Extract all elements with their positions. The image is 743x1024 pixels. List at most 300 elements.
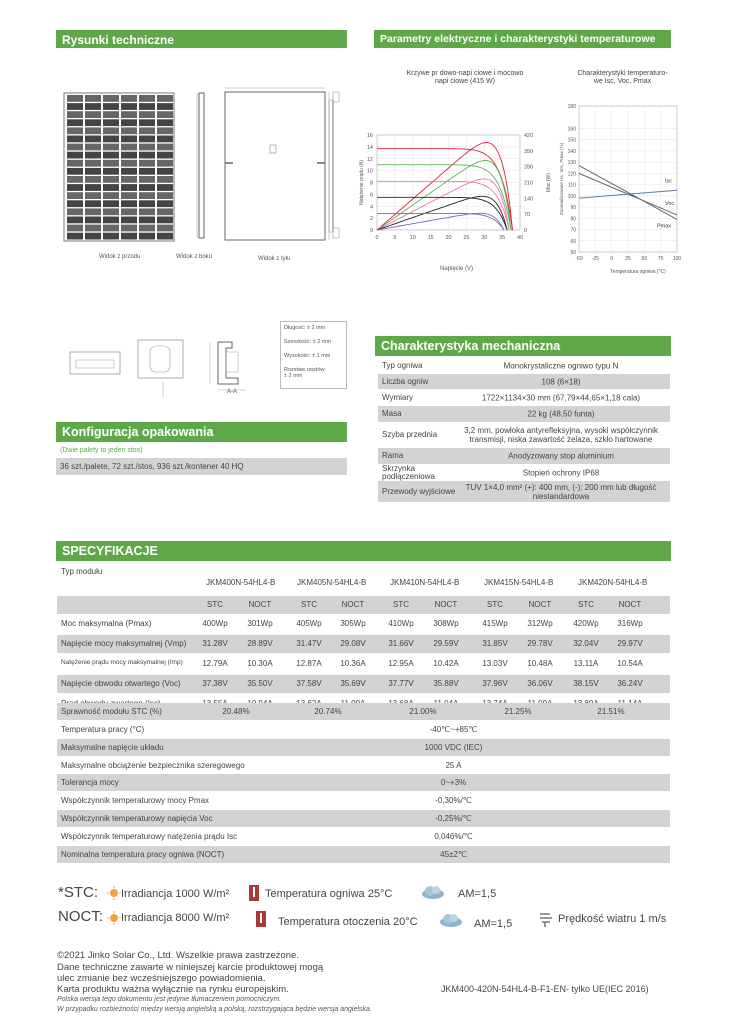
solar-cell [85,119,101,126]
iv-y2-tick-label: 0 [524,228,528,234]
solar-cell [85,103,101,110]
solar-cell [139,160,155,167]
spec-subheader: STC [578,600,594,609]
mechanical-value: Stopień ochrony IP68 [522,468,600,478]
spec-subheader: NOCT [618,600,642,609]
solar-cell [157,184,173,191]
spec-row [57,675,670,693]
spec-value: 37.96V [482,679,508,688]
solar-cell [85,136,101,143]
spec-row-label: Moc maksymalna (Pmax) [61,619,152,628]
spec-common-row [57,774,670,791]
mechanical-value: 108 (6×18) [541,377,581,386]
spec-value: 37.77V [388,679,414,688]
solar-cell [103,168,119,175]
solar-cell [103,144,119,151]
solar-cell [67,152,83,159]
tolerance-row-pitch: Rozstaw rzędów: ± 2 mm [284,367,326,379]
solar-cell [103,225,119,232]
spec-subheader: STC [207,600,223,609]
solar-cell [85,225,101,232]
solar-cell [103,152,119,159]
solar-cell [139,208,155,215]
legend-noct-irradiance: Irradiancja 8000 W/m² [121,912,230,924]
footer-line2: Dane techniczne zawarte w niniejszej karcie produktowej mogą [57,962,324,973]
spec-efficiency-value: 20.48% [222,707,250,716]
spec-common-label: Maksymalne napięcie układu [61,742,164,752]
legend-stc-label: *STC: [58,884,99,901]
temp-y-tick-label: 120 [567,171,576,178]
spec-value: 13.11A [573,659,599,668]
mechanical-row [378,448,670,464]
temp-x-tick-label: 0 [610,256,614,262]
mechanical-value: Anodyzowany stop aluminium [508,451,614,461]
solar-cell [121,103,137,110]
spec-common-row [57,828,670,845]
iv-y-tick-label: 14 [366,144,373,151]
spec-value: 35.88V [433,679,459,688]
spec-value: 400Wp [202,619,228,628]
spec-common-label: Maksymalne obciążenie bezpiecznika szeregowego [61,760,245,770]
solar-cell [121,168,137,175]
spec-common-row [57,810,670,827]
mechanical-value: TUV 1×4,0 mm² (+): 400 mm, (-): 200 mm lub długość niestandardowa [465,482,657,501]
temp-chart [555,100,685,275]
mechanical-value: 22 kg (48,50 funta) [527,409,595,419]
spec-subheader: NOCT [341,600,365,609]
iv-chart-title [395,70,535,86]
iv-x-tick-label: 20 [445,235,452,241]
iv-curve [377,213,504,230]
thermometer-icon-noct [255,910,267,933]
spec-common-value: 25 A [445,760,462,770]
mechanical-row [378,358,670,373]
solar-cell [103,208,119,215]
iv-y2-tick-label: 70 [524,212,531,219]
solar-cell [67,184,83,191]
solar-cell [67,233,83,240]
spec-value: 10.30A [247,659,273,668]
solar-cell [103,233,119,240]
spec-common-value: -40℃~+85℃ [429,725,478,734]
solar-cell [103,192,119,199]
spec-value: 12.79A [202,659,228,668]
iv-x-tick-label: 10 [409,235,416,241]
solar-cell [85,217,101,224]
spec-value: 31.85V [482,639,508,648]
solar-cell [157,168,173,175]
solar-cell [67,119,83,126]
spec-common-value: -0,25%/℃ [435,814,472,823]
solar-cell [157,192,173,199]
spec-common-row [57,792,670,809]
solar-cell [157,144,173,151]
footer-code: JKM400-420N-54HL4-B-F1-EN- tylko UE(IEC 2016) [441,984,649,994]
footer-line4: Karta produktu ważna wyłącznie na rynku europejskim. [57,984,289,995]
legend-noct-am: AM=1,5 [474,918,513,930]
solar-cell [157,111,173,118]
iv-x-tick-label: 15 [427,235,434,241]
temp-x-tick-label: 100 [672,256,682,262]
solar-cell [139,200,155,207]
spec-efficiency-value: 20.74% [314,707,342,716]
solar-cell [157,176,173,183]
spec-subheader: NOCT [434,600,458,609]
footer-note2: W przypadku rozbieżności między wersją angielską a polską, rozstrzygająca będzie wersja angielska. [57,1006,372,1013]
back-view-label: Widok z tyłu [258,256,291,262]
spec-common-label: Nominalna temperatura pracy ogniwa (NOCT) [61,849,225,859]
solar-cell [121,225,137,232]
solar-cell [67,111,83,118]
iv-x-tick-label: 35 [499,235,506,241]
temp-y-tick-label: 180 [567,104,576,110]
iv-y-tick-label: 0 [369,228,373,234]
solar-cell [157,160,173,167]
spec-value: 37.38V [202,679,228,688]
iv-x-tick-label: 5 [393,235,397,241]
solar-cell [157,103,173,110]
solar-cell [103,200,119,207]
spec-row-label: Natężenie prądu mocy maksymalnej (Imp) [61,659,183,666]
spec-subheader: NOCT [248,600,272,609]
temp-series-label: Pmax [657,223,672,230]
spec-common-label: Współczynnik temperaturowy napięcia Voc [61,814,213,823]
packaging-note: (Dwie palety to jeden stos) [60,447,143,454]
solar-cell [139,111,155,118]
solar-cell [139,233,155,240]
tolerance-length: Długość: ± 2 mm [284,325,326,331]
cloud-icon-noct [438,912,464,933]
spec-value: 405Wp [296,619,322,628]
solar-cell [121,119,137,126]
spec-value: 12.87A [296,659,322,668]
spec-common-value: -0,30%/℃ [435,796,472,806]
solar-cell [121,184,137,191]
spec-value: 305Wp [340,619,366,628]
solar-cell [85,160,101,167]
solar-cell [67,103,83,110]
footer-copyright: ©2021 Jinko Solar Co., Ltd. Wszelkie prawa zastrzeżone. [57,950,299,961]
spec-efficiency-row [57,703,670,720]
solar-cell [103,127,119,134]
spec-common-label: Tolerancja mocy [61,778,119,788]
spec-value: 12.95A [388,659,414,668]
solar-cell [121,95,137,102]
temp-x-tick-label: 50 [641,256,648,262]
iv-y-tick-label: 2 [369,216,373,223]
solar-cell [139,95,155,102]
spec-row-label: Napięcie mocy maksymalnej (Vmp) [61,639,187,648]
spec-value: 312Wp [527,619,553,628]
mechanical-row [378,423,670,447]
iv-y2label: Moc (W) [546,173,552,192]
spec-value: 29.08V [340,639,366,648]
solar-cell [139,184,155,191]
solar-cell [67,136,83,143]
spec-subheader: STC [487,600,503,609]
solar-cell [103,119,119,126]
temp-y-tick-label: 90 [570,205,576,212]
solar-cell [157,136,173,143]
temp-y-tick-label: 60 [570,238,576,245]
legend-stc-irradiance: Irradiancja 1000 W/m² [121,888,230,900]
iv-y-tick-label: 12 [366,156,373,163]
spec-model-name: JKM420N-54HL4-B [578,578,648,587]
spec-value: 36.24V [617,679,643,688]
iv-y-tick-label: 6 [369,192,373,199]
solar-cell [85,144,101,151]
spec-row-label: Napięcie obwodu otwartego (Voc) [61,679,181,688]
power-curve [377,179,509,230]
solar-cell [157,200,173,207]
solar-cell [139,176,155,183]
spec-model-name: JKM405N-54HL4-B [297,578,367,587]
iv-chart [355,125,555,270]
spec-subheader: NOCT [528,600,552,609]
iv-y-tick-label: 4 [369,204,373,211]
spec-value: 29.59V [433,639,459,648]
temp-chart-title [570,70,675,86]
iv-chart-xlabel: Napięcie (V) [440,266,474,272]
temp-x-tick-label: -25 [591,256,599,262]
mechanical-row [378,481,670,502]
solar-cell [139,152,155,159]
mechanical-row [378,374,670,389]
front-view-drawing [60,85,180,250]
spec-model-name: JKM415N-54HL4-B [484,578,554,587]
section-detail-drawing [68,332,268,402]
section-electrical-header: Parametry elektryczne i charakterystyki temperaturowe [374,30,671,48]
mechanical-value: 3,2 mm, powłoka antyrefleksyjna, wysoki współczynnik transmisji, niska zawartość żelaza, szkło hartowane [464,426,658,444]
sun-icon-noct [107,911,121,930]
solar-cell [157,217,173,224]
section-drawings-header: Rysunki techniczne [56,30,347,48]
tolerance-width: Szerokość: ± 2 mm [284,339,332,345]
spec-row [57,635,670,653]
spec-efficiency-value: 21.00% [409,707,437,716]
mechanical-row [378,465,670,481]
solar-cell [157,95,173,102]
solar-cell [67,217,83,224]
spec-efficiency-value: 21.51% [597,707,625,716]
solar-cell [121,200,137,207]
spec-row [57,615,670,633]
spec-value: 31.66V [388,639,414,648]
solar-cell [139,168,155,175]
solar-cell [67,208,83,215]
spec-value: 415Wp [482,619,508,628]
temp-y-tick-label: 80 [570,216,576,223]
legend-noct-wind: Prędkość wiatru 1 m/s [558,913,667,925]
spec-common-row [57,721,670,738]
legend-noct-label: NOCT: [58,908,103,925]
spec-value: 31.28V [202,639,228,648]
solar-cell [85,111,101,118]
solar-cell [139,192,155,199]
iv-x-tick-label: 0 [375,235,379,241]
solar-cell [67,160,83,167]
spec-common-label: Współczynnik temperaturowy mocy Pmax [61,796,210,806]
legend-noct-temperature: Temperatura otoczenia 20°C [278,916,418,928]
back-view-drawing [215,80,345,250]
solar-cell [85,152,101,159]
solar-cell [85,184,101,191]
solar-cell [103,95,119,102]
legend-stc-temperature: Temperatura ogniwa 25°C [265,888,393,900]
iv-chart-title-line1: Krzywe pr dowo-napi ciowe i mocowo [406,70,524,77]
spec-value: 420Wp [573,619,599,628]
solar-cell [157,152,173,159]
mechanical-row [378,406,670,422]
spec-value: 410Wp [388,619,414,628]
temp-chart-title-line1: Charakterystyki temperaturo- [577,70,668,77]
side-view-drawing [195,85,209,245]
mechanical-label: Wymiary [382,393,414,402]
mechanical-value: 1722×1134×30 mm (67,79×44,65×1,18 cala) [481,393,641,403]
spec-value: 29.97V [617,639,643,648]
spec-type-label: Typ modułu [61,567,103,576]
solar-cell [139,225,155,232]
spec-value: 308Wp [433,619,459,628]
solar-cell [121,127,137,134]
solar-cell [139,119,155,126]
solar-cell [157,119,173,126]
mechanical-label: Masa [382,409,402,418]
spec-value: 35.50V [247,679,273,688]
solar-cell [85,233,101,240]
solar-cell [121,208,137,215]
solar-cell [85,208,101,215]
solar-cell [121,192,137,199]
temp-series-label: Voc [665,200,675,207]
solar-cell [85,176,101,183]
spec-value: 35.69V [340,679,366,688]
temp-y-tick-label: 110 [568,182,576,189]
solar-cell [103,184,119,191]
spec-value: 10.36A [340,659,366,668]
spec-value: 13.03V [482,659,508,668]
spec-common-value: 0,046%/℃ [434,831,473,841]
spec-value: 301Wp [247,619,273,628]
solar-cell [121,160,137,167]
iv-y2-tick-label: 350 [524,148,534,155]
solar-cell [121,136,137,143]
iv-y2-tick-label: 210 [524,180,534,187]
spec-common-label: Współczynnik temperaturowy natężenia prądu Isc [61,831,238,841]
spec-value: 32.04V [573,639,599,648]
solar-cell [67,144,83,151]
spec-value: 10.42A [433,659,459,668]
solar-cell [121,144,137,151]
iv-y-tick-label: 10 [366,168,373,175]
solar-cell [85,192,101,199]
iv-chart-title-line2: napi ciowe (415 W) [435,78,495,85]
iv-y-tick-label: 8 [369,180,373,187]
solar-cell [157,225,173,232]
solar-cell [121,111,137,118]
solar-cell [157,208,173,215]
solar-cell [67,127,83,134]
spec-common-row [57,739,670,756]
cloud-icon [420,884,446,905]
solar-cell [139,136,155,143]
solar-cell [85,95,101,102]
solar-cell [121,176,137,183]
spec-row [57,655,670,673]
spec-value: 29.78V [527,639,553,648]
solar-cell [67,200,83,207]
solar-cell [103,111,119,118]
spec-subheader: STC [393,600,409,609]
mechanical-label: Przewody wyjściowe [382,486,456,496]
solar-cell [139,103,155,110]
solar-cell [67,192,83,199]
section-mechanical-header: Charakterystyka mechaniczna [375,336,671,356]
mechanical-label: Skrzynka podłączeniowa [382,464,435,481]
temp-xlabel: Temperatura ogniwa (°C) [610,269,666,275]
spec-common-label: Temperatura pracy (°C) [61,725,145,734]
mechanical-label: Typ ogniwa [382,360,423,370]
temp-x-tick-label: 75 [657,256,664,262]
spec-efficiency-label: Sprawność modułu STC (%) [61,707,162,716]
solar-cell [121,217,137,224]
solar-cell [85,127,101,134]
spec-value: 28.89V [247,639,273,648]
iv-x-tick-label: 30 [481,235,488,241]
solar-cell [67,225,83,232]
iv-y-tick-label: 16 [366,133,373,139]
section-packaging-header: Konfiguracja opakowania [56,422,347,442]
spec-common-row [57,757,670,774]
spec-common-value: 45±2℃ [440,849,467,859]
solar-cell [103,160,119,167]
temp-ylabel: Znormalizowane Isc, Voc, Pmax (%) [559,142,564,216]
solar-cell [121,233,137,240]
solar-cell [67,176,83,183]
iv-ylabel: Natężenie prądu (A) [359,160,365,205]
mechanical-label: Rama [382,451,404,460]
packaging-value: 36 szt./palete, 72 szt./stos, 936 szt./kontener 40 HQ [60,462,244,471]
footer-note1: Polska wersja tego dokumentu jest jedynie tłumaczeniem pomocniczym. [57,996,282,1003]
solar-cell [139,217,155,224]
spec-common-row [57,846,670,863]
spec-subheader-row [57,596,670,614]
temp-y-tick-label: 50 [570,250,576,256]
iv-y2-tick-label: 140 [524,196,534,203]
front-view-label: Widok z przodu [99,254,141,260]
iv-y2-tick-label: 280 [524,164,534,171]
temp-series-label: Isc [665,178,673,185]
mechanical-row [378,390,670,406]
iv-x-tick-label: 25 [463,235,470,241]
spec-common-value: 1000 VDC (IEC) [424,742,483,752]
spec-value: 10.48A [527,659,553,668]
solar-cell [67,95,83,102]
temp-x-tick-label: 25 [625,256,631,262]
tolerance-box [280,321,347,389]
thermometer-icon [248,884,260,907]
mechanical-value: Monokrystaliczne ogniwo typu N [503,361,619,370]
mechanical-label: Szyba przednia [382,430,438,439]
solar-cell [157,233,173,240]
solar-cell [67,168,83,175]
section-specs-header: SPECYFIKACJE [56,541,671,561]
solar-cell [103,136,119,143]
spec-value: 38.15V [573,679,599,688]
solar-cell [85,168,101,175]
solar-cell [139,144,155,151]
iv-y2-tick-label: 420 [524,133,534,139]
